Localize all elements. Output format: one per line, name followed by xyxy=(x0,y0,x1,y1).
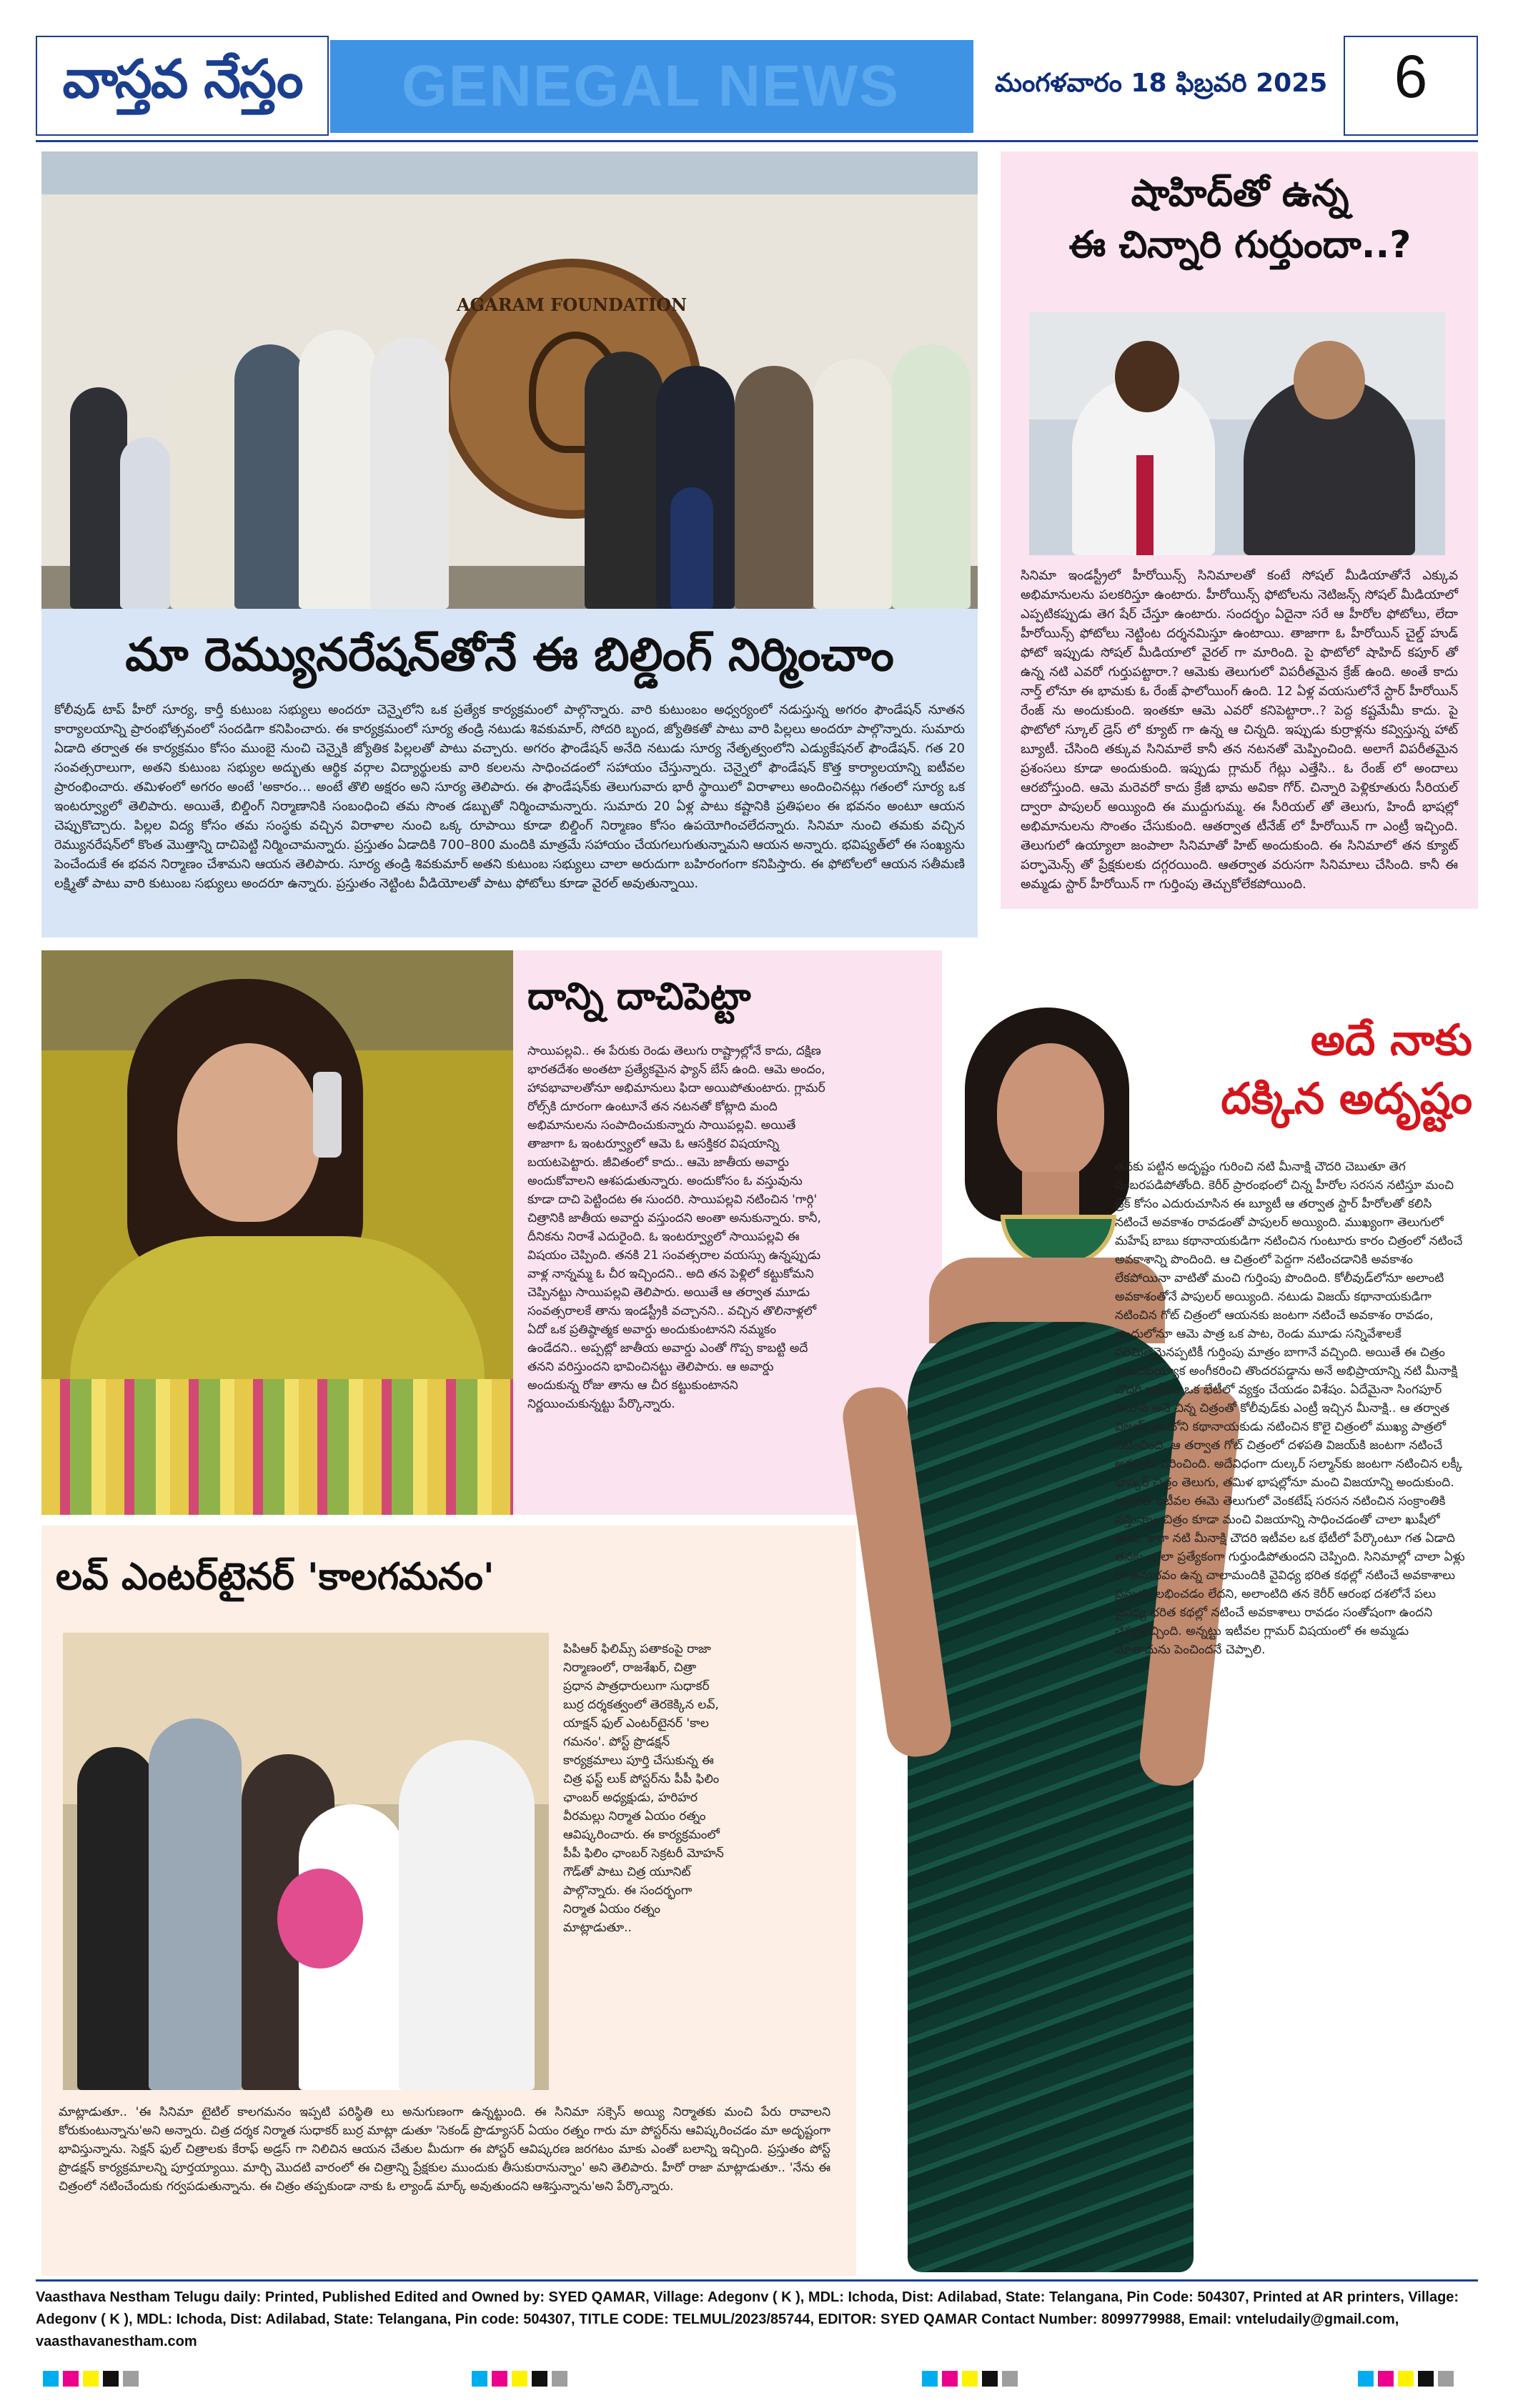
agaram-headline: మా రెమ్యునరేషన్‌తోనే ఈ బిల్డింగ్ నిర్మించాం xyxy=(125,629,894,682)
agaram-body: కోలీవుడ్ టాప్ హీరో సూర్య, కార్తీ కుటుంబ సభ్యులు అందరూ చెన్నైలోని ఒక ప్రత్యేక కార్యక్రమంలో పాల్గొన్నారు. వారి కుటుంబం అధ్వర్యంలో నడుస్తున్న అగరం ఫౌండేషన్ నూతన కార్యాలయాన్ని ప్రారంభోత్సవంలో సందడిగా కనిపించారు. ఈ కార్యక్రమంలో సూర్య తండ్రి నటుడు శివకుమార్, సోదరి బృంద, జ్యోతికతో పాటు వారి పిల్లలు అందరూ పాల్గొన్నారు. సుమారు ఏడాది తర్వాత ఈ కార్యక్రమం కోసం ముంబై నుంచి చెన్నైకి జ్యోతిక పిల్లలతో పాటు వచ్చారు. అగరం ఫౌండేషన్ అనేది నటుడు సూర్య నేతృత్వంలోని ఎడ్యుకేషనల్ ఫౌండేషన్. గత 20 సంవత్సరాలుగా, అతని కుటుంబ సభ్యుల అద్భుతు ఆర్థిక వర్గాల విద్యార్థులకు వారి కలలను సాధించడంలో సహాయం చేస్తున్నారు. చెన్నైలో ఫౌండేషన్ కొత్త కార్యాలయాన్ని ఐటీవల ప్రారంభించారు. తమిళంలో అగరం అంటే 'అకారం… అంటే తొలి అక్షరం అని సూర్య తెలిపారు. ఈ ఫౌండేషన్‌కు తెలుగువారు భారీ స్థాయిలో విరాళాలు అందించినట్లు గతంలో సూర్య ఒక ఇంటర్వ్యూలో తెలిపారు. అయితే, బిల్డింగ్ నిర్మాణానికి సంబంధించి తమ సొంత డబ్బుతో నిర్మించామన్నారు. సుమారు 20 ఏళ్ల పాటు కష్టానికి ప్రతిఫలం ఈ భవనం అంటూ ఆయన చెప్పుకొచ్చారు. పిల్లల విద్య కోసం తమ సంస్థకు వచ్చిన విరాళాల నుంచి ఒక్క రూపాయి కూడా బిల్డింగ్ నిర్మాణం కోసం ఉపయోగించలేదన్నారు. సినిమా నుంచి తమకు వచ్చిన రెమ్యునరేషన్‌లో కొంత మొత్తాన్ని దాచిపెట్టి నిర్మించామన్నారు. ప్రస్తుతం ఏడాదికి 700–800 మందికి మాత్రమే సహాయం చేయగలుగుతున్నామని ఆయన అన్నారు. భవిష్యత్‌లో ఈ సంఖ్యను పెంచేందుకే ఈ భవన నిర్మాణం చేశామని ఆయన తెలిపారు. సూర్య తండ్రి శివకుమార్ అతని కుటుంబ సభ్యులు చాలా అరుదుగా బహిరంగంగా కనిపిస్తారు. ఈ ఫోటోలలో ఆయన సతీమణి లక్ష్మితో పాటు వారి కుటుంబ సభ్యులు అందరూ ఉన్నారు. ప్రస్తుతం నెట్టింట వీడియోలతో పాటు ఫోటోలు కూడా వైరల్ అవుతున్నాయి. xyxy=(54,702,965,891)
kalagamanam-photo xyxy=(63,1633,549,2090)
sai-headline: దాన్ని దాచిపెట్టా xyxy=(527,975,751,1018)
sai-pallavi-photo xyxy=(41,950,513,1515)
section-title: GENEGAL NEWS xyxy=(402,54,900,119)
person-figure xyxy=(585,352,663,609)
person-figure xyxy=(813,359,892,609)
person-figure xyxy=(892,344,971,609)
imprint-line: Vaasthava Nestham Telugu daily: Printed, Published Edited and Owned by: SYED QAMAR, Village: Adegonv ( K ), MDL: Ichoda, Dist: Adilabad, State: Telangana, Pin Code: 504307, Printed at AR printers, Village: Adegonv ( K ), MDL: Ichoda, Dist: Adilabad, State: Telangana, Pin code: 504307, TITLE CODE: TELMUL/2023/85744, EDITOR: SYED QAMAR Contact Number: 8099779988, Email: vnteludaily@gmail.com, vaasthavanestham.com xyxy=(36,2289,1459,2349)
agaram-article xyxy=(41,609,978,937)
person-figure xyxy=(370,337,449,609)
kalagamanam-body-side: పిపిఆర్ ఫిలిమ్స్ పతాకంపై రాజా నిర్మాణంలో, రాజశేఖర్, చిత్రా ప్రధాన పాత్రధారులుగా సుధాకర్ బుర్ర దర్శకత్వంలో తెరకెక్కిన లవ్, యాక్షన్ ఫుల్ ఎంటర్‌టైనర్ 'కాల గమనం'. పోస్ట్ ప్రొడక్షన్ కార్యక్రమాలు పూర్తి చేసుకున్న ఈ చిత్ర ఫస్ట్ లుక్ పోస్టర్‌ను పీపీ ఫిలిం ఛాంబర్ అధ్యక్షుడు, హరిహర వీరమల్లు నిర్మాత ఏయం రత్నం ఆవిష్కరించారు. ఈ కార్యక్రమంలో పీపీ ఫిలిం ఛాంబర్ సెక్రటరీ మోహన్ గౌడ్‌తో పాటు చిత్ర యూనిట్ పాల్గొన్నారు. ఈ సందర్భంగా నిర్మాత ఏయం రత్నం మాట్లాడుతూ.. xyxy=(563,1642,724,1935)
color-registration-bar xyxy=(472,2371,572,2387)
face xyxy=(997,1043,1104,1179)
issue-date: మంగళవారం 18 ఫిబ్రవరి 2025 xyxy=(973,40,1338,133)
shahid-article xyxy=(1001,151,1478,909)
phone xyxy=(313,1072,342,1158)
person-figure xyxy=(399,1740,535,2090)
kalagamanam-body-bottom: మాట్లాడుతూ.. 'ఈ సినిమా టైటిల్ కాలగమనం ఇప్పటి పరిస్థితి లు అనుగుణంగా ఉన్నట్టుంది. ఈ సినిమా సక్సెస్ అయ్యి నిర్మాతకు మంచి పేరు రావాలని కోరుకుంటున్నాను'అని అన్నారు. చిత్ర దర్శక నిర్మాత సుధాకర్ బుర్ర మాట్లా డుతూ 'సెకండ్ ప్రొడ్యూసర్ ఏయం రత్నం గారు మా పోస్టర్‌ను ఆవిష్కరించడం మా అదృష్టంగా భావిస్తున్నాను. సెక్షన్ ఫుల్ చిత్రాలకు కేరాఫ్ అడ్రస్ గా నిలిచిన ఆయన చేతుల మీదుగా ఈ పోస్టర్ ఆవిష్కరణ జరగటం మాకు ఎంతో బలాన్ని ఇచ్చింది. ప్రస్తుతం పోస్ట్ ప్రొడక్షన్ కార్యక్రమాలన్ని పూర్తయ్యాయి. మార్చి మొదటి వారంలో ఈ చిత్రాన్ని ప్రేక్షకుల ముందుకు తీసుకురానున్నాం' అని తెలిపారు. హీరో రాజా మాట్లాడుతూ.. 'నేను ఈ చిత్రంలో నటించేందుకు గర్వపడుతున్నాను. ఈ చిత్రం తప్పకుండా నాకు ఓ ల్యాండ్ మార్క్ అవుతుందని ఆశిస్తున్నాను'అని పేర్కొన్నారు. xyxy=(59,2105,830,2194)
shahid-headline-line2: ఈ చిన్నారి గుర్తుందా..? xyxy=(1068,224,1412,267)
sai-body: సాయిపల్లవి.. ఈ పేరుకు రెండు తెలుగు రాష్ట్రాల్లోనే కాదు, దక్షిణ భారతదేశం అంతటా ప్రత్యేకమైన ఫ్యాన్ బేస్ ఉంది. ఆమె అందం, హావభావాలతోనూ అభిమానులు ఫిదా అయిపోతుంటారు. గ్లామర్ రోల్స్‌కి దూరంగా ఉంటూనే తన నటనతో కోట్లాది మంది అభిమానులను సంపాదించుకున్నారు సాయిపల్లవి. అయితే తాజాగా ఓ ఇంటర్వ్యూలో ఆమె ఓ ఆసక్తికర విషయాన్ని బయటపెట్టారు. జీవితంలో కాదు.. ఆమె జాతీయ అవార్డు అందుకోవాలని ఆశపడుతున్నారు. అందుకోసం ఓ వస్తువును కూడా దాచి పెట్టిందట ఈ సుందరి. సాయిపల్లవి నటించిన 'గార్గి' చిత్రానికి జాతీయ అవార్డు వస్తుందని అంతా అనుకున్నారు. కానీ, దీనికను నిరాశే ఎదురైంది. ఓ ఇంటర్వ్యూలో సాయిపల్లవి ఈ విషయం చెప్పింది. తనకి 21 సంవత్సరాల వయస్సు ఉన్నప్పుడు వాళ్ల నాన్నమ్మ ఓ చీర ఇచ్చిందని.. అది తన పెళ్లిలో కట్టుకోమని చెప్పినట్టు సాయిపల్లవి తెలిపారు. అయితే ఆ తర్వాత మూడు సంవత్సరాలకే తాను ఇండస్ట్రీకి వచ్చానని.. వచ్చిన తొలినాళ్లలో ఏదో ఒక ప్రతిష్ఠాత్మక అవార్డు అందుకుంటానని నమ్మకం ఉండేదని.. అప్పట్లో జాతీయ అవార్డు ఎంతో గొప్ప కాబట్టి అదే తనని వరిస్తుందని భావించినట్టు తెలిపారు. ఆ అవార్డు అందుకున్న రోజు తాను ఆ చీర కట్టుకుంటానని నిర్ణయించుకున్నట్టు పేర్కొన్నారు. xyxy=(527,1044,825,1411)
shahid-body: సినిమా ఇండస్ట్రీలో హీరోయిన్స్ సినిమాలతో కంటే సోషల్ మీడియాతోనే ఎక్కువ అభిమానులను పలకరిస్తూ ఉంటారు. హీరోయిన్స్ ఫోటోలను నెటిజన్స్ సోషల్ మీడియాలో ఎప్పటికప్పుడు తెగ షేర్ చేస్తూ ఉంటారు. సందర్భం ఏదైనా సరే ఆ హీరోల ఫోటోలు, లేదా హీరోయిన్స్ ఫోటోలు నెట్టింట దర్శనమిస్తూ ఉంటాయి. తాజాగా ఓ హీరోయిన్ చైల్డ్ హుడ్ ఫోటో ఇప్పుడు సోషల్ మీడియాలో వైరల్ గా మారింది. పై ఫొటోలో షాహిద్ కపూర్ తో ఉన్న నటి ఎవరో గుర్తుపట్టారా.? ఆమెకు తెలుగులో విపరీతమైన క్రేజ్ ఉంది. అంతే కాదు నార్త్ లోనూ ఈ భామకు ఓ రేంజ్ ఫాలోయింగ్ ఉంది. 12 ఏళ్ల వయసులోనే స్టార్ హీరోయిన్ రేంజ్ ను అందుకుంది. ఇంతకూ ఆమె ఎవరో కనిపెట్టారా..? పెద్ద కష్టమేమీ కాదు. పై ఫొటోలో స్కూల్ డ్రెస్ లో క్యూట్ గా ఉన్న ఆ చిన్నది. ఇప్పుడు కుర్రాళ్లను కవ్విస్తున్న హాట్ బ్యూటీ. చేసింది తక్కువ సినిమాలే కానీ తన నటనతో మెప్పించింది. అలాగే విపరీతమైన ప్రశంసలు కూడా అందుకుంది. ఇప్పుడు గ్లామర్ గేట్లు ఎత్తేసి.. ఓ రేంజ్ లో అందాలు ఆరబోస్తుంది. ఆమె మరెవరో కాదు క్రేజీ భామ అవికా గోర్. చిన్నారి పెళ్లికూతురు సీరియల్ ద్వారా పాపులర్ అయ్యింది ఈ ముద్దుగుమ్మ. ఈ సీరియల్ తో తెలుగు, హిందీ భాషల్లో అభిమానులను సొంతం చేసుకుంది. ఆతర్వాత టీనేజ్ లో హీరోయిన్ గా ఎంట్రీ ఇచ్చింది. తెలుగులో ఉయ్యాలా జంపాలా సినిమాతో హిట్ అందుకుంది. ఈ సినిమాలో తన క్యూట్ పర్ఫామెన్స్ తో ప్రేక్షకులకు దగ్గరయింది. ఆతర్వాత వరుసగా సినిమాలు చేసింది. కానీ ఈ అమ్మడు స్టార్ హీరోయిన్ గా గుర్తింపు తెచ్చుకోలేకపోయింది. xyxy=(1021,568,1458,892)
color-registration-bar xyxy=(1358,2371,1458,2387)
kalagamanam-headline: లవ్ ఎంటర్‌టైనర్ 'కాలగమనం' xyxy=(56,1556,495,1598)
person-figure xyxy=(670,487,713,609)
person-figure xyxy=(77,1747,156,2090)
person-figure xyxy=(170,366,242,609)
shahid-photo xyxy=(1029,312,1445,555)
page-number-box xyxy=(1344,36,1478,136)
shahid-headline-line1: షాహిద్‌తో ఉన్న xyxy=(1131,172,1349,215)
masthead-rule xyxy=(36,140,1478,142)
footer-rule xyxy=(36,2279,1478,2282)
foundation-sign-text: AGARAM FOUNDATION xyxy=(456,294,688,315)
person-figure xyxy=(234,344,306,609)
kalagamanam-article xyxy=(41,1526,856,2276)
meenakshi-headline-line2: దక్కిన అదృష్టం xyxy=(1221,1074,1472,1124)
logo-text: వాస్తవ నేస్తం xyxy=(62,49,302,110)
person-figure xyxy=(149,1718,242,2090)
masthead-logo xyxy=(36,36,329,136)
color-registration-bar xyxy=(922,2371,1022,2387)
person-figure xyxy=(70,387,127,609)
person-figure xyxy=(735,366,813,609)
meenakshi-body: తనకు పట్టిన అదృష్టం గురించి నటి మీనాక్షి చౌదరి చెబుతూ తెగ సంబరపడిపోతోంది. కెరీర్ ప్రారంభంలో చిన్న హీరోల సరసన నటిస్తూ మంచి బ్రేక్ కోసం ఎదురుచూసిన ఈ బ్యూటీ ఆ తర్వాత స్టార్ హీరోలతో కలిసి నటించే అవకాశం రావడంతో పాపులర్ అయ్యింది. ముఖ్యంగా తెలుగులో మహేష్ బాబు కథానాయకుడిగా నటించిన గుంటూరు కారం చిత్రంలో నటించే అవకాశాన్ని పొందింది. ఆ చిత్రంలో పెద్దగా నటించడానికి అవకాశం లేకపోయినా వాటితో మంచి గుర్తింపు పొందింది. కోలీవుడ్‌లోనూ అలాంటి అవకాశంతోనే పాపులర్ అయ్యింది. నటుడు విజయ్ కథానాయకుడిగా నటించిన గోట్ చిత్రంలో ఆయనకు జంటగా నటించే అవకాశం రావడం, అందులోనూ ఆమె పాత్ర ఒక పాట, రెండు మూడు సన్నివేశాలకే పరిమితమైనప్పటికీ గుర్తింపు మాత్రం బాగానే వచ్చింది. అయితే ఈ చిత్రం విడుదలయ్యాక అంగీకరించి తొందరపడ్డాను అనే అభిప్రాయాన్ని నటి మీనాక్షి చౌదరి ఇటీవల ఒక భేటీలో వ్యక్తం చేయడం విశేషం. ఏదేమైనా సింగపూర్ సెలూన్ అనే చిన్న చిత్రంతో కోలీవుడ్‌కు ఎంట్రీ ఇచ్చిన మీనాక్షి.. ఆ తర్వాత విజయ్ ఆంటోని కథానాయకుడు నటించిన కొలై చిత్రంలో ముఖ్య పాత్రలో నటించింది. ఆ తర్వాత గోట్ చిత్రంలో దళపతి విజయ్‌కి జంటగా నటించే అవకాశం వరించింది. అదేవిధంగా దుల్కర్ సల్మాన్‌కు జంటగా నటించిన లక్కీ భాస్కర్ చిత్రం తెలుగు, తమిళ భాషల్లోనూ మంచి విజయాన్ని అందుకుంది. ఇకపోతే ఇటీవల ఈమె తెలుగులో వెంకటేష్ సరసన నటించిన సంక్రాంతికి వస్తున్నాం చిత్రం కూడా మంచి విజయాన్ని సాధించడంతో చాలా ఖుషీలో ఉంది. కాగా నటి మీనాక్షి చౌదరి ఇటీవల ఒక భేటీలో పేర్కొంటూ గత ఏడాది తనకు చాలా ప్రత్యేకంగా గుర్తుండిపోతుందని చెప్పింది. సినిమాల్లో చాలా ఏళ్లు గా అనుభవం ఉన్న చాలామందికి వైవిధ్య భరిత కథల్లో నటించే అవకాశాలు ప్రస్తుతం లభించడం లేదని, అలాంటిది తన కెరీర్ ఆరంభ దశలోనే పలు వైవిధ్య భరిత కథల్లో నటించే అవకాశాలు రావడం సంతోషంగా ఉందని చెప్పుకొచ్చింది. అన్నట్టు ఇటీవల గ్లామర్ విషయంలో ఈ అమ్మడు మోతాదును పెంచిందనే చెప్పాలి. xyxy=(1115,1160,1465,1657)
agaram-photo xyxy=(41,151,978,609)
face xyxy=(177,1043,320,1222)
color-registration-bar xyxy=(43,2371,143,2387)
page-number: 6 xyxy=(1394,43,1428,110)
person-figure xyxy=(299,330,377,609)
meenakshi-headline-line1: అదే నాకు xyxy=(1310,1015,1472,1065)
person-figure xyxy=(120,437,170,609)
